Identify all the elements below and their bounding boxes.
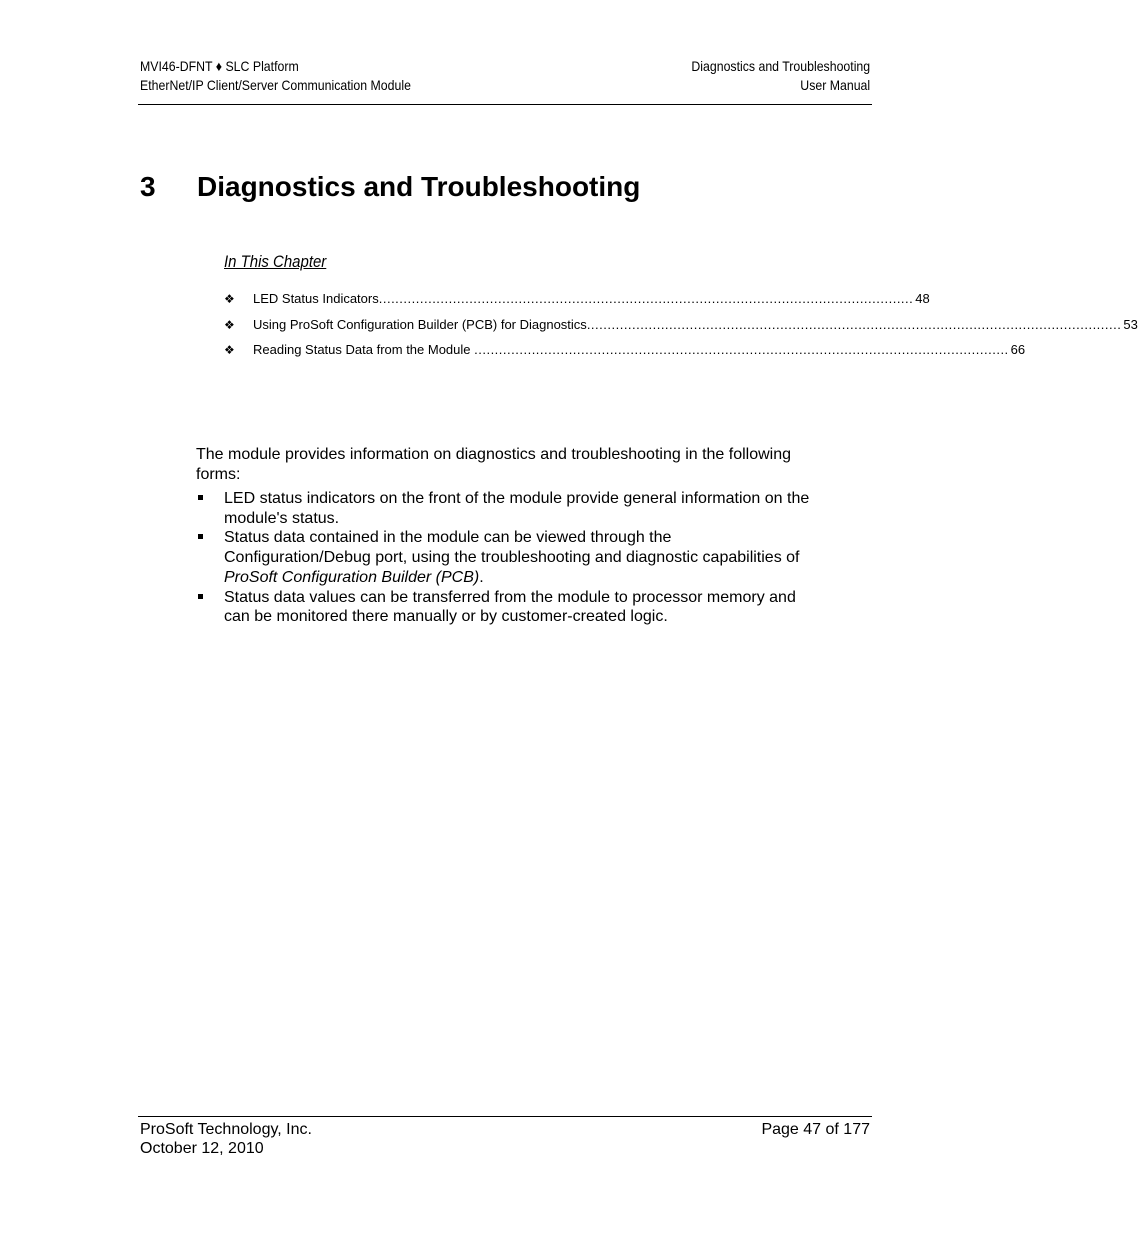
toc-item-page: 66 <box>1010 342 1026 357</box>
toc-item-page: 48 <box>915 291 930 306</box>
toc-leader-dots: .................................................................................................................................. <box>474 342 1009 357</box>
header-doc-type: User Manual <box>800 77 870 93</box>
list-item-text: Status data contained in the module can be viewed through the Configuration/Debug port, using the troubleshooting and diagnostic capabilities of <box>224 529 800 567</box>
header-product: MVI46-DFNT ♦ SLC Platform <box>140 58 299 74</box>
toc-item[interactable] <box>224 315 1138 341</box>
square-bullet-icon <box>198 495 203 500</box>
page-number: Page 47 of 177 <box>761 1121 870 1138</box>
toc-item[interactable] <box>224 289 930 315</box>
pcb-product-name: ProSoft Configuration Builder (PCB) <box>224 568 480 586</box>
toc-item-page: 53 <box>1123 316 1138 332</box>
square-bullet-icon <box>198 594 203 599</box>
toc-item-label: Reading Status Data from the Module <box>253 342 475 357</box>
list-item-text: Status data values can be transferred from the module to processor memory and can be monitored there manually or by customer-created logic. <box>224 588 796 626</box>
toc-leader-dots: .................................................................................................................................. <box>586 316 1122 332</box>
square-bullet-icon <box>198 534 203 539</box>
list-item <box>196 588 816 627</box>
toc-leader-dots: .................................................................................................................................. <box>378 291 914 306</box>
toc-item[interactable] <box>224 340 1026 366</box>
footer-divider <box>138 1116 872 1117</box>
diamond-bullet-icon: ❖ <box>224 292 235 306</box>
header-left <box>140 57 411 95</box>
header-right <box>691 57 870 95</box>
footer-company: ProSoft Technology, Inc. <box>140 1121 312 1138</box>
list-item-text: LED status indicators on the front of the module provide general information on the module's status. <box>224 490 810 527</box>
intro-paragraph: The module provides information on diagnostics and troubleshooting in the following forms: <box>196 446 792 483</box>
footer-left <box>140 1120 312 1158</box>
footer-date: October 12, 2010 <box>140 1140 264 1157</box>
footer-right <box>761 1120 870 1139</box>
chapter-title-text: Diagnostics and Troubleshooting <box>197 171 641 202</box>
header-module: EtherNet/IP Client/Server Communication Module <box>140 77 411 93</box>
diamond-bullet-icon: ❖ <box>224 317 235 332</box>
diamond-bullet-icon: ❖ <box>224 343 235 357</box>
in-this-chapter-heading: In This Chapter <box>224 252 327 271</box>
chapter-title <box>140 170 640 204</box>
header-chapter: Diagnostics and Troubleshooting <box>691 58 870 74</box>
list-item <box>196 528 816 587</box>
toc-item-label: LED Status Indicators <box>253 291 379 306</box>
toc-item-label: Using ProSoft Configuration Builder (PCB) for Diagnostics <box>253 316 587 332</box>
list-item-text-end: . <box>479 568 484 586</box>
list-item <box>196 489 816 528</box>
forms-list <box>196 489 816 627</box>
chapter-body <box>196 445 816 627</box>
chapter-number: 3 <box>140 171 156 202</box>
chapter-toc <box>224 289 1138 366</box>
header-divider <box>138 104 872 105</box>
